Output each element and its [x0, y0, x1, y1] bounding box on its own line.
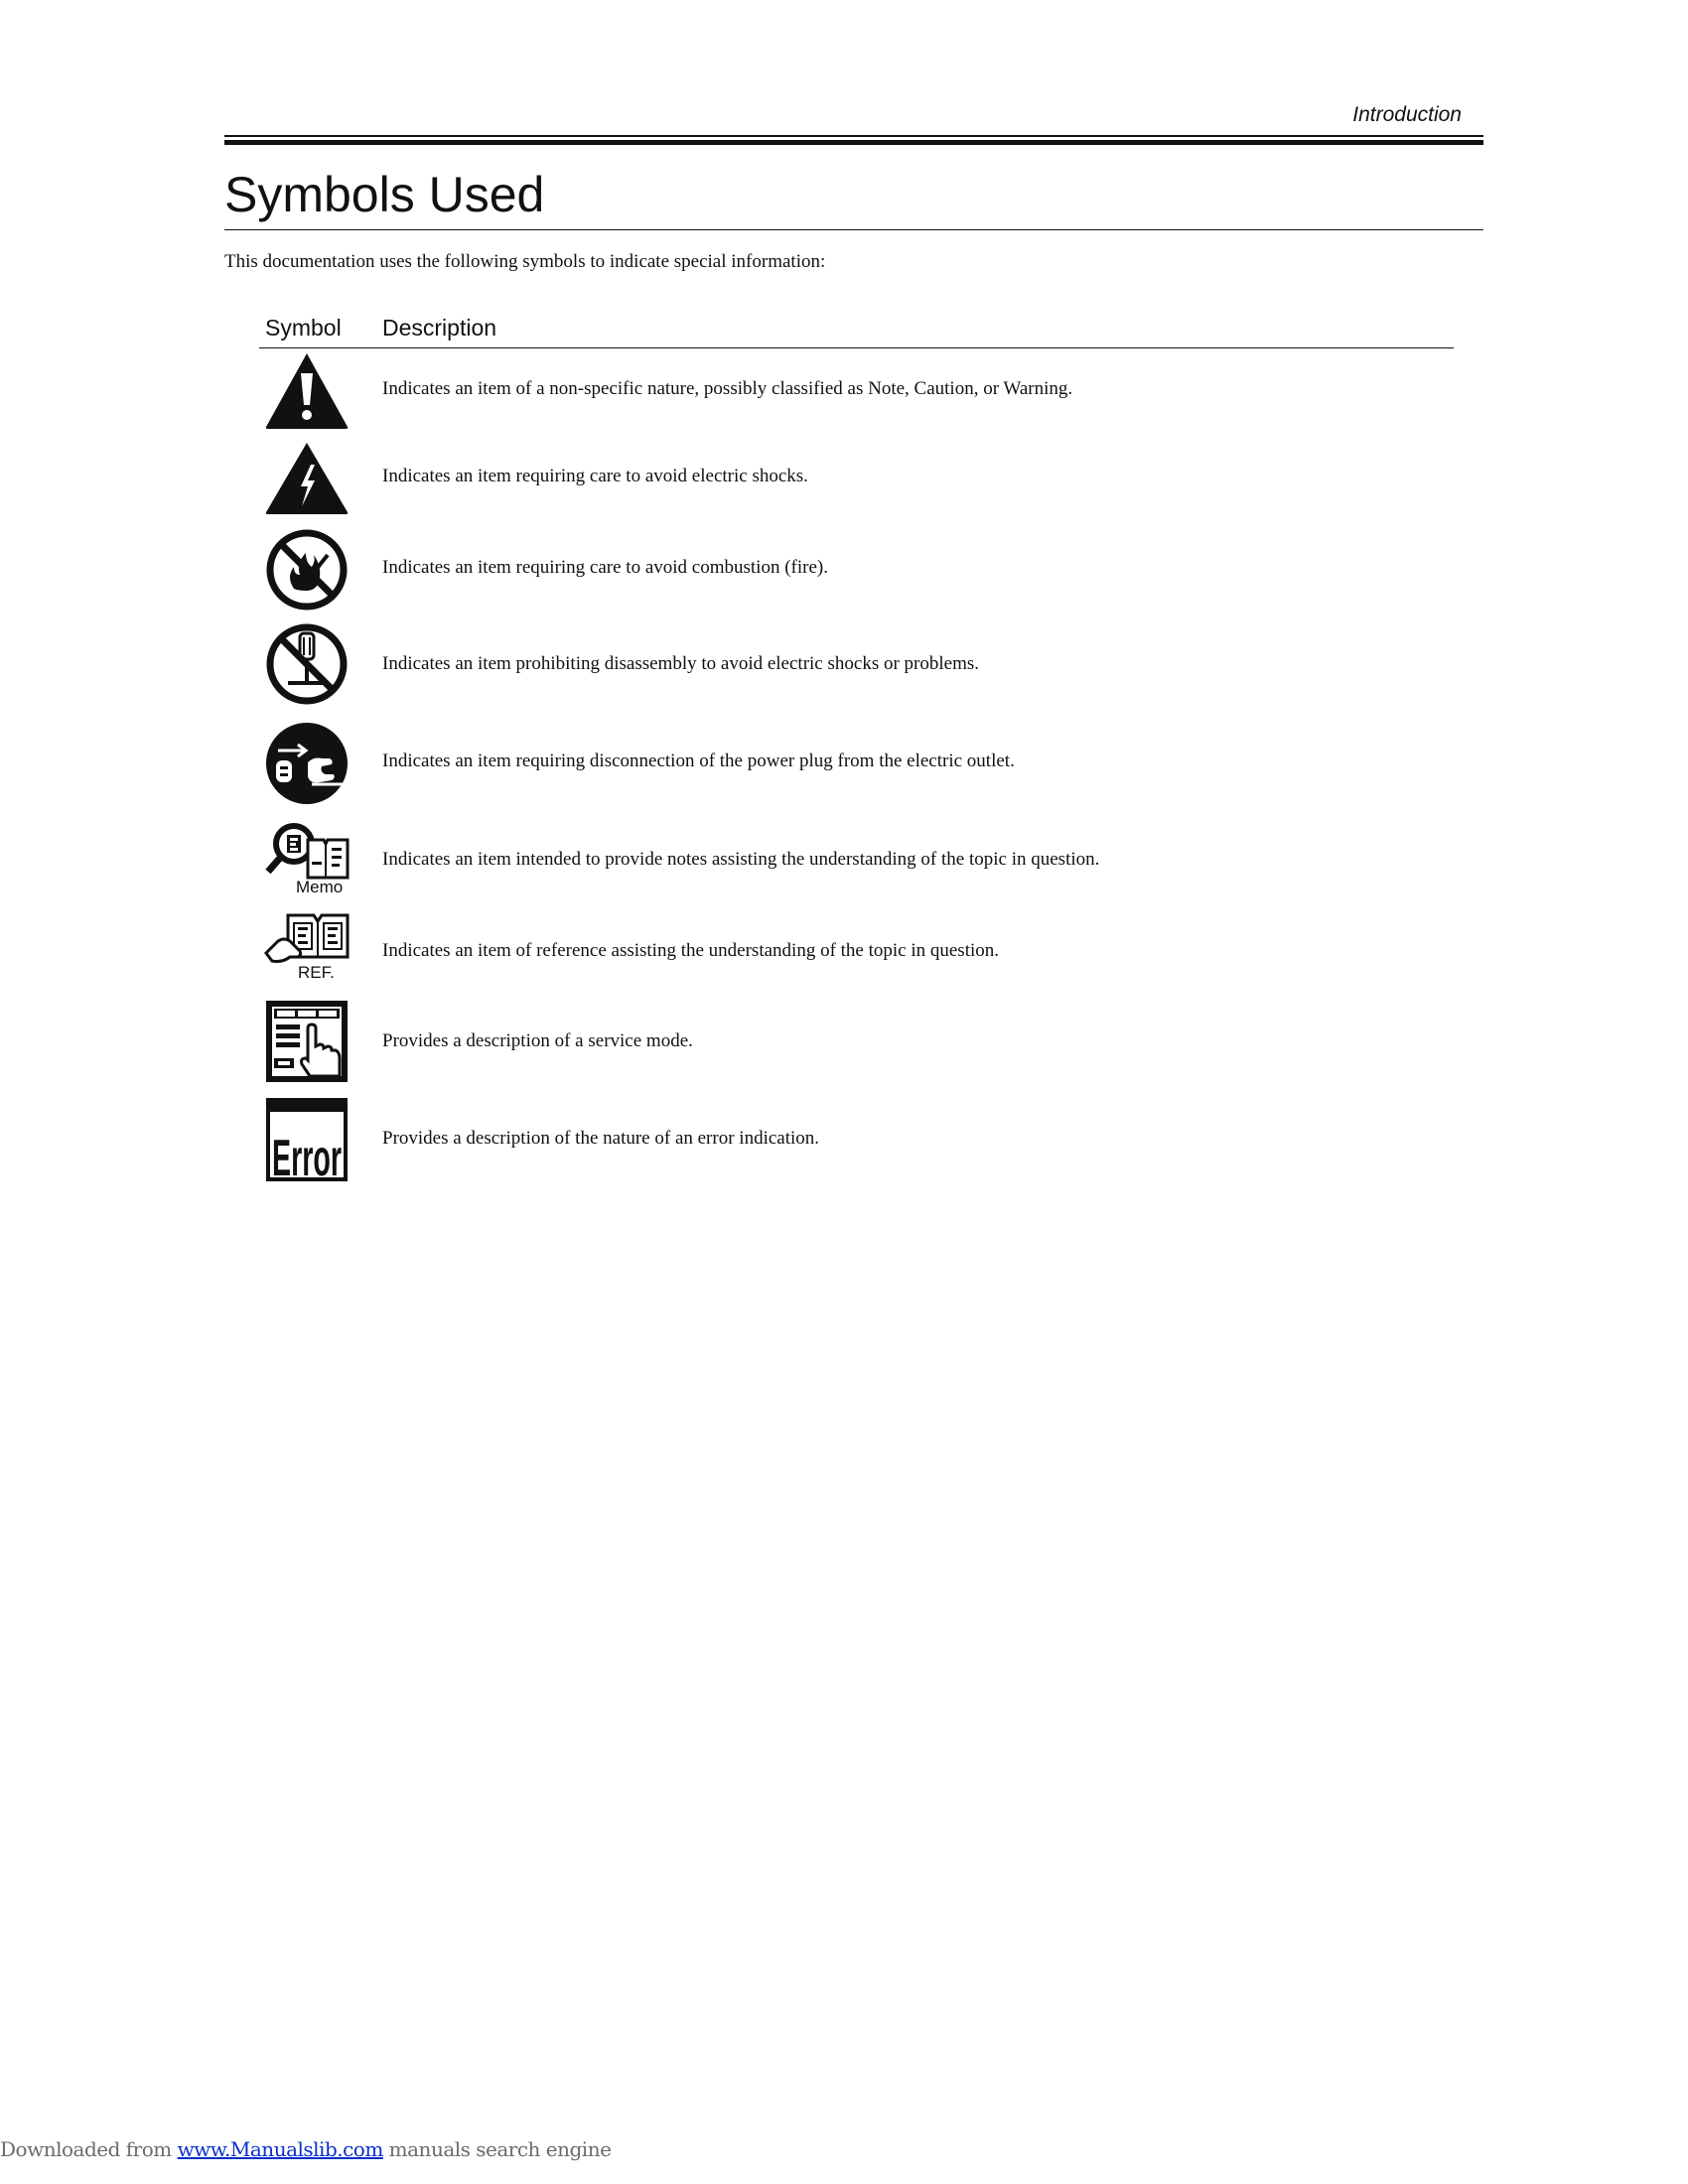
footer-suffix: manuals search engine: [382, 2137, 612, 2161]
svg-text:Error: Error: [272, 1130, 342, 1187]
no-fire-icon: [264, 527, 350, 616]
column-header-description: Description: [382, 315, 497, 341]
description-reference: Indicates an item of reference assisting the understanding of the topic in question.: [382, 940, 1000, 961]
electric-shock-icon: [264, 441, 350, 530]
header-rule-thin: [224, 135, 1483, 137]
column-header-symbol: Symbol: [265, 315, 342, 341]
title-rule: [224, 229, 1483, 230]
intro-text: This documentation uses the following symbols to indicate special information:: [224, 251, 826, 272]
description-warning: Indicates an item of a non-specific nature, possibly classified as Note, Caution, or Warning.: [382, 378, 1073, 399]
error-icon: [264, 1096, 350, 1185]
page-title: Symbols Used: [224, 167, 545, 222]
service-mode-icon: [264, 999, 350, 1088]
no-disassembly-icon: [264, 621, 350, 711]
description-unplug: Indicates an item requiring disconnection of the power plug from the electric outlet.: [382, 751, 1015, 771]
reference-icon-label: REF.: [298, 963, 335, 982]
footer: [0, 2136, 611, 2162]
header-rule-thick: [224, 140, 1483, 145]
memo-icon-label: Memo: [296, 878, 344, 896]
description-electric-shock: Indicates an item requiring care to avoid electric shocks.: [382, 466, 808, 486]
running-header: Introduction: [1352, 103, 1462, 126]
table-header-rule: [259, 347, 1454, 348]
footer-prefix: Downloaded from: [0, 2137, 178, 2161]
description-no-fire: Indicates an item requiring care to avoid combustion (fire).: [382, 557, 828, 578]
description-service-mode: Provides a description of a service mode.: [382, 1030, 693, 1051]
description-error: Provides a description of the nature of an error indication.: [382, 1128, 820, 1149]
description-no-disassembly: Indicates an item prohibiting disassembly to avoid electric shocks or problems.: [382, 653, 980, 674]
warning-exclamation-icon: [264, 351, 350, 441]
unplug-power-icon: [264, 721, 350, 810]
footer-link[interactable]: www.Manualslib.com: [177, 2137, 383, 2161]
description-memo: Indicates an item intended to provide notes assisting the understanding of the topic in question.: [382, 849, 1100, 870]
reference-book-icon: [264, 911, 350, 1001]
